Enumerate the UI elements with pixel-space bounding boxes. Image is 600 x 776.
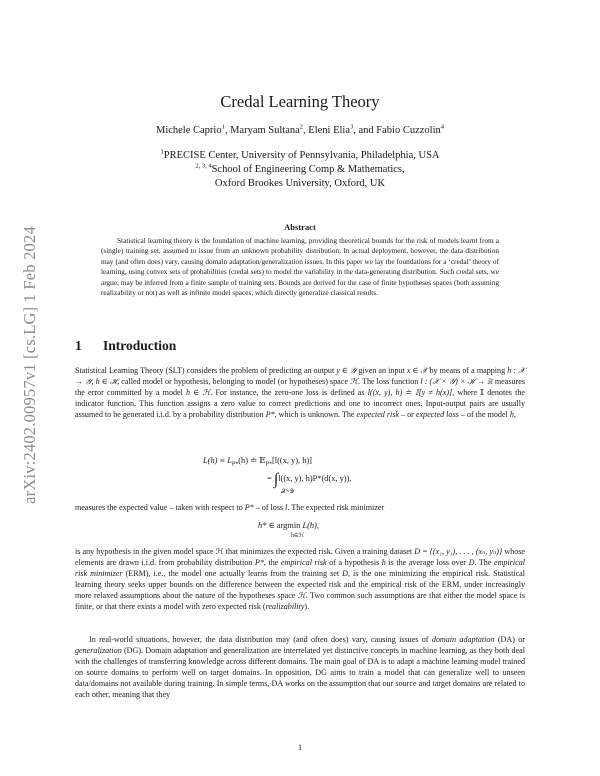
- intro-paragraph-1: Statistical Learning Theory (SLT) considers the problem of predicting an output y ∈ 𝒴 given an input x ∈ 𝒳 by means of a mapping h : 𝒳 → 𝒴, h ∈ ℋ, called model or hypothesis, belonging to model (or hypotheses) space ℋ. The loss function l : (𝒳 × 𝒴) × ℋ → ℝ measures the error committed by a model h ∈ ℋ. For instance, the zero-one loss is defined as l((x, y), h) ≐ 𝕀[y ≠ h(x)], where 𝕀 denotes the indicator function. This function assigns a zero value to correct predictions and one to incorrect ones. Input-output pairs are usually assumed to be generated i.i.d. by a probability distribution P*, which is unknown. The expected risk – or expected loss – of the model h,: [75, 366, 526, 420]
- affiliation-1: [0, 150, 600, 161]
- intro-paragraph-4: In real-world situations, however, the data distribution may (and often does) vary, causing issues of domain adaptation (DA) or generalization (DG). Domain adaptation and generalization are interrelated yet distinctive concepts in machine learning, as they both deal with the challenges of transferring knowledge across different domains. The main goal of DA is to adapt a machine learning model trained on source domains to perform well on target domains. In opposition, DG aims to train a model that can generalize well to unseen data/domains not available during training. In simple terms, DA works on the assumption that our source and target domains are related to each other, meaning that they: [75, 635, 525, 700]
- affiliation-text: PRECISE Center, University of Pennsylvania, Philadelphia, USA: [163, 150, 440, 161]
- author-name: Michele Caprio: [155, 125, 222, 136]
- arxiv-stamp: [10, 150, 50, 580]
- author-affiliation-mark: 1: [221, 123, 225, 131]
- affiliation-mark: 2, 3, 4: [195, 162, 212, 170]
- author-affiliation-mark: 4: [440, 123, 444, 131]
- section-number: 1: [75, 338, 82, 353]
- equation-expected-risk-line1: $L(h) \equiv L_{P*}(h)$ ≐ 𝔼$_{P*}$[l((x, y), h)]: [203, 456, 312, 468]
- author-name: Eleni Elia: [308, 125, 350, 136]
- author-affiliation-mark: 3: [350, 123, 354, 131]
- section-heading: [75, 338, 176, 354]
- abstract-heading: Abstract: [284, 222, 316, 232]
- paper-title: Credal Learning Theory: [220, 92, 380, 111]
- arxiv-identifier: arXiv:2402.00957v1 [cs.LG] 1 Feb 2024: [20, 226, 39, 504]
- author-name: Maryam Sultana: [230, 125, 300, 136]
- author-separator: , and: [353, 125, 377, 136]
- affiliation-mark: 1: [160, 148, 164, 156]
- affiliation-3: Oxford Brookes University, Oxford, UK: [214, 178, 386, 189]
- affiliation-text: School of Engineering Comp & Mathematics,: [211, 164, 405, 175]
- author-separator: ,: [303, 125, 309, 136]
- author-affiliation-mark: 2: [299, 123, 304, 131]
- intro-paragraph-2: measures the expected value – taken with respect to P* – of loss l. The expected risk minimizer: [75, 503, 385, 512]
- author-separator: ,: [224, 125, 231, 136]
- author-list: [0, 125, 600, 136]
- page-number: 1: [297, 742, 303, 752]
- author-name: Fabio Cuzzolin: [376, 125, 441, 136]
- equation-risk-minimizer: h* ∈ argmin L(h), h∈ℋ: [258, 521, 319, 539]
- affiliation-2: [0, 164, 600, 175]
- intro-paragraph-3: is any hypothesis in the given model space ℋ that minimizes the expected risk. Given a training dataset D = {(x₁, y₁), . . . , (xₙ, yₙ)} whose elements are drawn i.i.d. from probability distribution P*, the empirical risk of a hypothesis h is the average loss over D. The empirical risk minimizer (ERM), i.e., the model one actually learns from the training set D, is the one minimizing the empirical risk. Statistical learning theory seeks upper bounds on the difference between the expected risk and the empirical risk of the ERM, under increasingly more relaxed assumptions about the nature of the hypotheses space ℋ. Two common such assumptions are that either the model space is finite, or that there exists a model with zero expected risk (realizability).: [75, 547, 526, 612]
- abstract-text: Statistical learning theory is the foundation of machine learning, providing theoretical bounds for the risk of models learnt from a (single) training set, assumed to issue from an unknown probability distribution. In actual deployment, however, the data distribution may (and often does) vary, causing domain adaptation/generalization issues. In this paper we lay the foundations for a ‘credal’ theory of learning, using convex sets of probabilities (credal sets) to model the variability in the data-generating distribution. Such credal sets, we argue, may be inferred from a finite sample of training sets. Bounds are derived for the case of finite hypotheses spaces (both assuming realizability or not) as well as infinite model spaces, which directly generalize classical results.: [101, 236, 499, 298]
- section-title: Introduction: [103, 338, 177, 353]
- equation-expected-risk-line2: = ∫l((x, y), h)P*(d(x, y)), 𝒳×𝒴: [267, 471, 352, 495]
